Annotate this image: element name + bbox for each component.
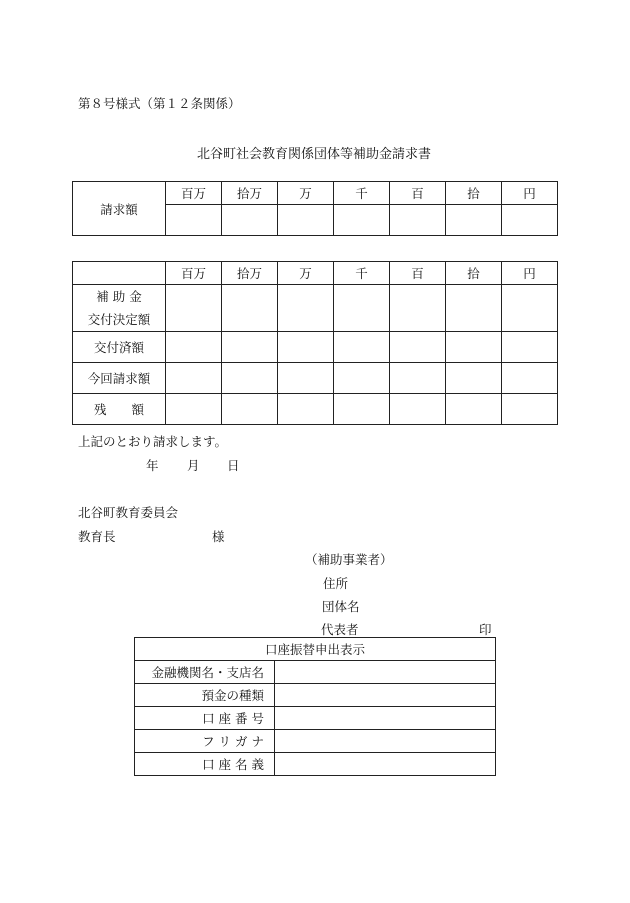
addressee-title: 教育長 — [78, 529, 116, 544]
amount-cell[interactable] — [334, 394, 390, 425]
amount-cell[interactable] — [334, 285, 390, 332]
amount-cell[interactable] — [502, 205, 558, 236]
deposit-type-label: 預金の種類 — [135, 684, 275, 707]
amount-cell[interactable] — [166, 394, 222, 425]
furigana-field[interactable] — [275, 730, 496, 753]
amount-cell[interactable] — [334, 205, 390, 236]
applicant-group-label: 団体名 — [322, 599, 360, 614]
bank-name-field[interactable] — [275, 661, 496, 684]
subsidy-detail-table — [72, 261, 558, 425]
unit-header: 百万 — [166, 262, 222, 285]
amount-cell[interactable] — [390, 205, 446, 236]
unit-header: 拾万 — [222, 262, 278, 285]
amount-cell[interactable] — [502, 332, 558, 363]
unit-header: 拾万 — [222, 182, 278, 205]
unit-header: 千 — [334, 262, 390, 285]
amount-cell[interactable] — [334, 363, 390, 394]
amount-cell[interactable] — [390, 394, 446, 425]
amount-cell[interactable] — [390, 285, 446, 332]
amount-cell[interactable] — [278, 363, 334, 394]
account-holder-label: 口 座 名 義 — [135, 753, 275, 776]
amount-cell[interactable] — [502, 285, 558, 332]
amount-cell[interactable] — [166, 363, 222, 394]
unit-header: 万 — [278, 262, 334, 285]
corner-cell — [73, 262, 166, 285]
row-label-line: 補 助 金 — [96, 289, 142, 304]
applicant-heading: （補助事業者） — [305, 552, 393, 567]
addressee-honorific: 様 — [212, 529, 225, 544]
amount-cell[interactable] — [446, 285, 502, 332]
addressee-org: 北谷町教育委員会 — [78, 505, 179, 520]
unit-header: 百万 — [166, 182, 222, 205]
unit-header: 千 — [334, 182, 390, 205]
unit-header: 円 — [502, 182, 558, 205]
form-number: 第８号様式（第１２条関係） — [78, 96, 241, 111]
amount-cell[interactable] — [502, 363, 558, 394]
amount-cell[interactable] — [222, 285, 278, 332]
seal-mark: 印 — [479, 622, 492, 637]
amount-cell[interactable] — [446, 332, 502, 363]
amount-cell[interactable] — [334, 332, 390, 363]
unit-header: 百 — [390, 182, 446, 205]
amount-cell[interactable] — [222, 394, 278, 425]
deposit-type-field[interactable] — [275, 684, 496, 707]
bank-table-title: 口座振替申出表示 — [135, 638, 496, 661]
date-day: 日 — [227, 458, 240, 473]
date-year: 年 — [146, 458, 159, 473]
row-label-already-paid: 交付済額 — [73, 332, 166, 363]
request-statement: 上記のとおり請求します。 — [78, 434, 228, 449]
amount-cell[interactable] — [446, 394, 502, 425]
applicant-address-label: 住所 — [323, 576, 349, 591]
claim-amount-table — [72, 181, 558, 236]
amount-cell[interactable] — [446, 205, 502, 236]
amount-cell[interactable] — [278, 285, 334, 332]
claim-amount-label: 請求額 — [73, 182, 166, 236]
account-number-label: 口 座 番 号 — [135, 707, 275, 730]
amount-cell[interactable] — [222, 205, 278, 236]
amount-cell[interactable] — [278, 394, 334, 425]
amount-cell[interactable] — [166, 205, 222, 236]
row-label-line: 交付決定額 — [87, 312, 151, 327]
amount-cell[interactable] — [390, 332, 446, 363]
unit-header: 万 — [278, 182, 334, 205]
unit-header: 百 — [390, 262, 446, 285]
amount-cell[interactable] — [166, 285, 222, 332]
row-label-remaining: 残 額 — [73, 394, 166, 425]
bank-transfer-table — [134, 637, 496, 776]
applicant-rep-label: 代表者 — [321, 622, 359, 637]
amount-cell[interactable] — [278, 205, 334, 236]
amount-cell[interactable] — [166, 332, 222, 363]
date-month: 月 — [187, 458, 200, 473]
page-title: 北谷町社会教育関係団体等補助金請求書 — [197, 147, 432, 162]
amount-cell[interactable] — [278, 332, 334, 363]
amount-cell[interactable] — [446, 363, 502, 394]
unit-header: 円 — [502, 262, 558, 285]
amount-cell[interactable] — [502, 394, 558, 425]
account-number-field[interactable] — [275, 707, 496, 730]
unit-header: 拾 — [446, 182, 502, 205]
bank-name-label: 金融機関名・支店名 — [135, 661, 275, 684]
row-label-current-claim: 今回請求額 — [73, 363, 166, 394]
amount-cell[interactable] — [222, 363, 278, 394]
unit-header: 拾 — [446, 262, 502, 285]
amount-cell[interactable] — [390, 363, 446, 394]
furigana-label: フ リ ガ ナ — [135, 730, 275, 753]
row-label-grant-decision — [73, 285, 166, 332]
amount-cell[interactable] — [222, 332, 278, 363]
account-holder-field[interactable] — [275, 753, 496, 776]
